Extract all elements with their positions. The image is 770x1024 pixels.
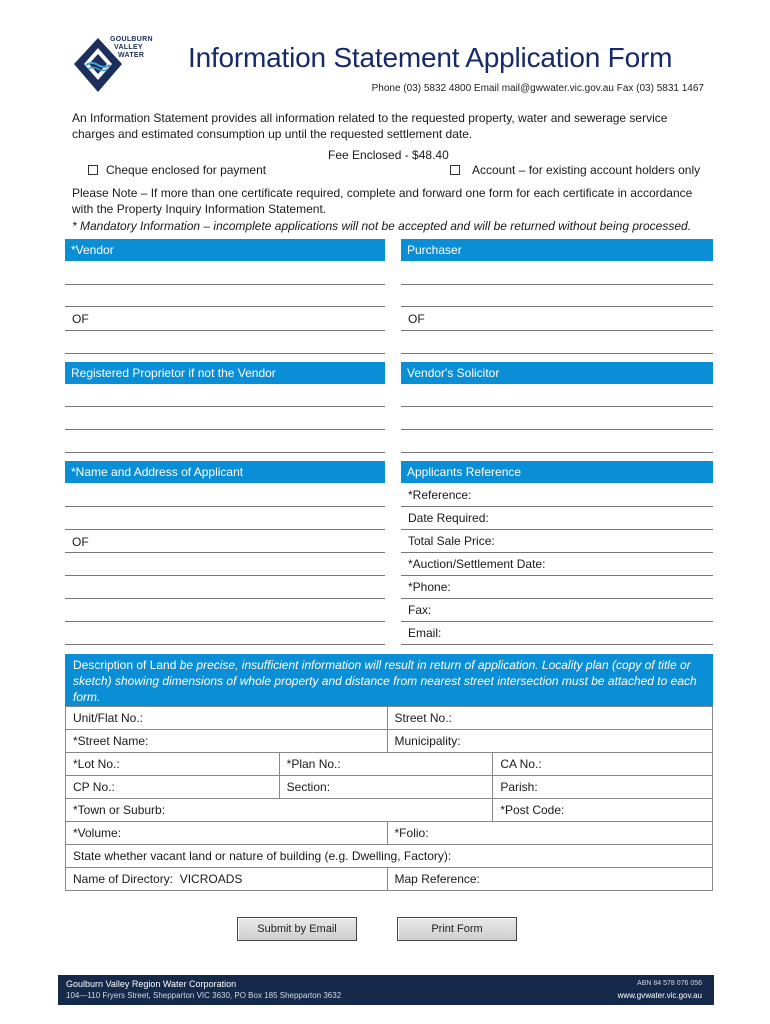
print-form-button[interactable]: Print Form	[397, 917, 517, 941]
account-checkbox[interactable]	[450, 165, 460, 175]
vendor-of-line-1[interactable]	[65, 330, 385, 331]
street-name-field[interactable]: *Street Name:	[66, 730, 388, 753]
email-line[interactable]	[401, 644, 713, 645]
directory-value: VICROADS	[179, 872, 243, 886]
building-nature-field[interactable]: State whether vacant land or nature of building (e.g. Dwelling, Factory):	[66, 845, 713, 868]
vendor-solicitor-line-1[interactable]	[401, 406, 713, 407]
cp-no-field[interactable]: CP No.:	[66, 776, 280, 799]
purchaser-header: Purchaser	[401, 239, 713, 261]
footer	[58, 975, 714, 1005]
applicant-header: *Name and Address of Applicant	[65, 461, 385, 483]
contact-details: Phone (03) 5832 4800 Email mail@gwwater.vic.gov.au Fax (03) 5831 1467	[371, 83, 704, 94]
mandatory-notice: * Mandatory Information – incomplete applications will not be accepted and will be returned without being processed.	[72, 219, 692, 233]
section-field[interactable]: Section:	[279, 776, 493, 799]
applicant-of-line-5[interactable]	[65, 644, 385, 645]
total-sale-price-line[interactable]	[401, 552, 713, 553]
applicant-of-line-2[interactable]	[65, 575, 385, 576]
page-title: Information Statement Application Form	[188, 42, 673, 73]
municipality-field[interactable]: Municipality:	[387, 730, 712, 753]
lot-no-field[interactable]: *Lot No.:	[66, 753, 280, 776]
intro-text: An Information Statement provides all information related to the requested property, water and sewerage service charges and estimated consumption up until the requested settlement date.	[72, 111, 668, 141]
directory-label: Name of Directory:	[73, 872, 174, 886]
vendor-solicitor-header: Vendor's Solicitor	[401, 362, 713, 384]
applicant-of-line-1[interactable]	[65, 552, 385, 553]
applicant-of-line-3[interactable]	[65, 598, 385, 599]
footer-website[interactable]: www.gvwater.vic.gov.au	[617, 991, 702, 1000]
applicants-reference-header: Applicants Reference	[401, 461, 713, 483]
phone-label: *Phone:	[408, 580, 451, 594]
reg-proprietor-line-3[interactable]	[65, 452, 385, 453]
post-code-field[interactable]: *Post Code:	[493, 799, 713, 822]
town-suburb-field[interactable]: *Town or Suburb:	[66, 799, 493, 822]
auction-settlement-date-line[interactable]	[401, 575, 713, 576]
submit-by-email-button[interactable]: Submit by Email	[237, 917, 357, 941]
reg-proprietor-header: Registered Proprietor if not the Vendor	[65, 362, 385, 384]
footer-abn: ABN 84 578 076 056	[637, 980, 702, 987]
description-instructions: be precise, insufficient information will result in return of application. Locality plan (copy of title or sketch) showing dimensions of whole property and distance from nearest street intersection must be attached to each form.	[73, 658, 697, 704]
unit-flat-field[interactable]: Unit/Flat No.:	[66, 707, 388, 730]
phone-line[interactable]	[401, 598, 713, 599]
purchaser-line-2[interactable]	[401, 306, 713, 307]
vendor-solicitor-line-3[interactable]	[401, 452, 713, 453]
fax-label: Fax:	[408, 603, 432, 617]
account-label: Account – for existing account holders only	[472, 163, 701, 177]
purchaser-line-1[interactable]	[401, 284, 713, 285]
description-of-land-box	[65, 654, 713, 706]
account-option[interactable]	[450, 163, 700, 177]
street-no-field[interactable]: Street No.:	[387, 707, 712, 730]
vendor-of-label: OF	[72, 312, 89, 326]
map-reference-field[interactable]: Map Reference:	[387, 868, 712, 891]
date-required-line[interactable]	[401, 529, 713, 530]
vendor-header: *Vendor	[65, 239, 385, 261]
fee-text: Fee Enclosed - $48.40	[328, 148, 449, 162]
reg-proprietor-line-2[interactable]	[65, 429, 385, 430]
purchaser-of-line-2[interactable]	[401, 353, 713, 354]
cheque-checkbox[interactable]	[88, 165, 98, 175]
vendor-of-line-2[interactable]	[65, 353, 385, 354]
please-note-text: Please Note – If more than one certificate required, complete and forward one form for each certificate in accordance with the Property Inquiry Information Statement.	[72, 186, 693, 216]
applicant-line-2[interactable]	[65, 529, 385, 530]
vendor-solicitor-line-2[interactable]	[401, 429, 713, 430]
email-label: Email:	[408, 626, 442, 640]
land-details-table	[65, 706, 713, 891]
footer-address: 104—110 Fryers Street, Shepparton VIC 3630, PO Box 185 Shepparton 3632	[66, 991, 342, 1000]
reg-proprietor-line-1[interactable]	[65, 406, 385, 407]
purchaser-of-line-1[interactable]	[401, 330, 713, 331]
volume-field[interactable]: *Volume:	[66, 822, 388, 845]
folio-field[interactable]: *Folio:	[387, 822, 712, 845]
auction-settlement-date-label: *Auction/Settlement Date:	[408, 557, 546, 571]
purchaser-of-label: OF	[408, 312, 425, 326]
applicant-line-1[interactable]	[65, 506, 385, 507]
footer-org-name: Goulburn Valley Region Water Corporation	[66, 979, 237, 989]
applicant-of-line-4[interactable]	[65, 621, 385, 622]
date-required-label: Date Required:	[408, 511, 489, 525]
vendor-line-2[interactable]	[65, 306, 385, 307]
reference-label: *Reference:	[408, 488, 472, 502]
cheque-label: Cheque enclosed for payment	[106, 163, 267, 177]
ca-no-field[interactable]: CA No.:	[493, 753, 713, 776]
description-heading: Description of Land	[73, 658, 177, 672]
applicant-of-label: OF	[72, 535, 89, 549]
logo-text: GOULBURN VALLEY WATER	[110, 36, 153, 59]
fax-line[interactable]	[401, 621, 713, 622]
cheque-option[interactable]	[88, 163, 266, 177]
reference-line[interactable]	[401, 506, 713, 507]
parish-field[interactable]: Parish:	[493, 776, 713, 799]
directory-field[interactable]	[66, 868, 388, 891]
total-sale-price-label: Total Sale Price:	[408, 534, 495, 548]
vendor-line-1[interactable]	[65, 284, 385, 285]
plan-no-field[interactable]: *Plan No.:	[279, 753, 493, 776]
